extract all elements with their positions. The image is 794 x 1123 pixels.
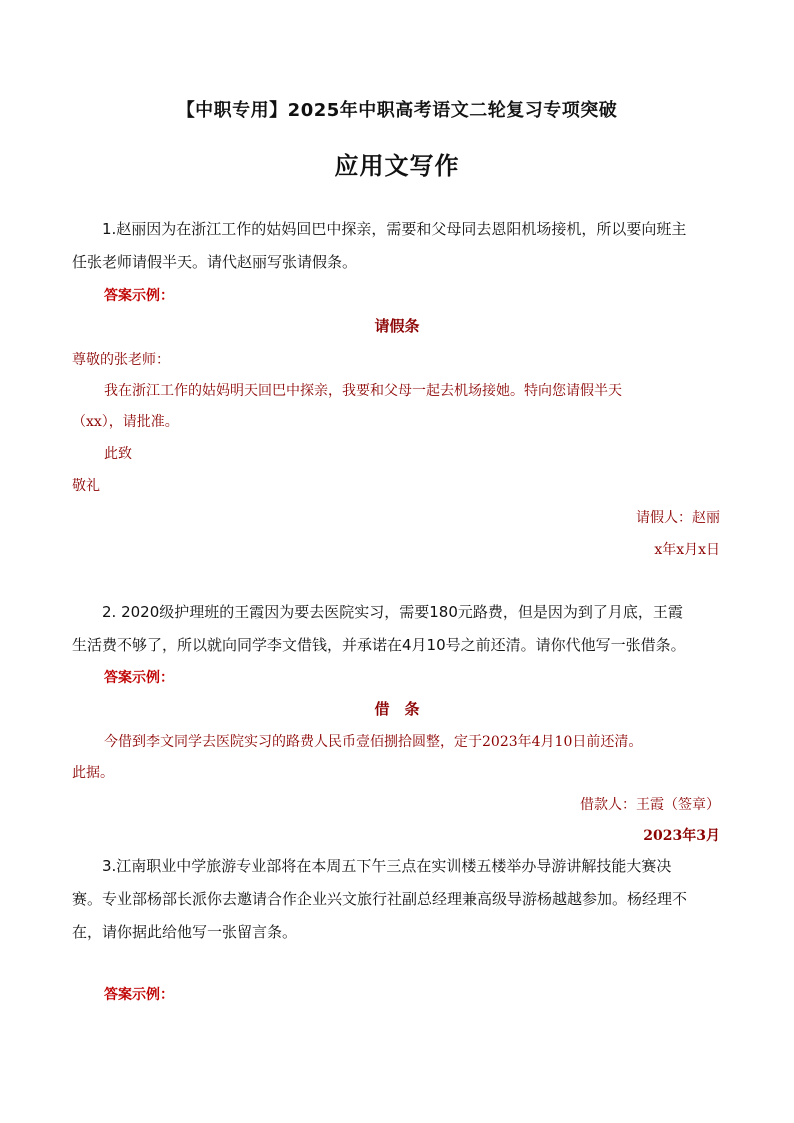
question-3-line-1 <box>72 850 722 883</box>
leave-note-closing-2: 敬礼 <box>72 478 100 494</box>
question-3-text-1: 3.江南职业中学旅游专业部将在本周五下午三点在实训楼五楼举办导游讲解技能大赛决 <box>102 857 672 875</box>
leave-note-title: 请假条 <box>374 317 420 335</box>
leave-note-signer: 请假人：赵丽 <box>636 510 720 526</box>
document-title: 【中职专用】2025年中职高考语文二轮复习专项突破 <box>176 100 618 121</box>
question-1-line-2: 任张老师请假半天。请代赵丽写张请假条。 <box>72 253 358 271</box>
question-3 <box>72 850 722 949</box>
question-3-line-2: 赛。专业部杨部长派你去邀请合作企业兴文旅行社副总经理兼高级导游杨越越参加。杨经理不 <box>72 890 688 908</box>
leave-note-body-1: 我在浙江工作的姑妈明天回巴中探亲，我要和父母一起去机场接她。特向您请假半天 <box>104 383 622 399</box>
iou-note-body-1: 今借到李文同学去医院实习的路费人民币壹佰捌拾圆整，定于2023年4月10日前还清。 <box>104 734 643 750</box>
question-2-line-1 <box>72 596 722 629</box>
question-2-line-2: 生活费不够了，所以就向同学李文借钱，并承诺在4月10号之前还清。请你代他写一张借条。 <box>72 636 686 654</box>
question-1-text-1: 1.赵丽因为在浙江工作的姑妈回巴中探亲，需要和父母同去恩阳机场接机，所以要向班主 <box>102 220 687 238</box>
question-3-line-3: 在，请你据此给他写一张留言条。 <box>72 923 298 941</box>
iou-note-body-2: 此据。 <box>72 765 114 781</box>
answer-label-3: 答案示例： <box>104 987 174 1003</box>
question-1 <box>72 213 722 279</box>
answer-label-2: 答案示例： <box>104 670 174 686</box>
iou-note-date: 2023年3月 <box>643 828 720 844</box>
iou-note-signer: 借款人：王霞（签章） <box>580 797 720 813</box>
document-subtitle: 应用文写作 <box>334 152 460 180</box>
question-1-line-1 <box>72 213 722 246</box>
question-2 <box>72 596 722 662</box>
iou-note-title: 借 条 <box>374 700 420 718</box>
leave-note-salutation: 尊敬的张老师： <box>72 352 170 368</box>
answer-label-1: 答案示例： <box>104 288 174 304</box>
leave-note-date: x年x月x日 <box>654 542 720 558</box>
question-2-text-1: 2. 2020级护理班的王霞因为要去医院实习，需要180元路费，但是因为到了月底，王霞 <box>102 603 683 621</box>
leave-note-body-2: （xx），请批准。 <box>72 414 179 430</box>
leave-note-closing-1: 此致 <box>104 446 132 462</box>
